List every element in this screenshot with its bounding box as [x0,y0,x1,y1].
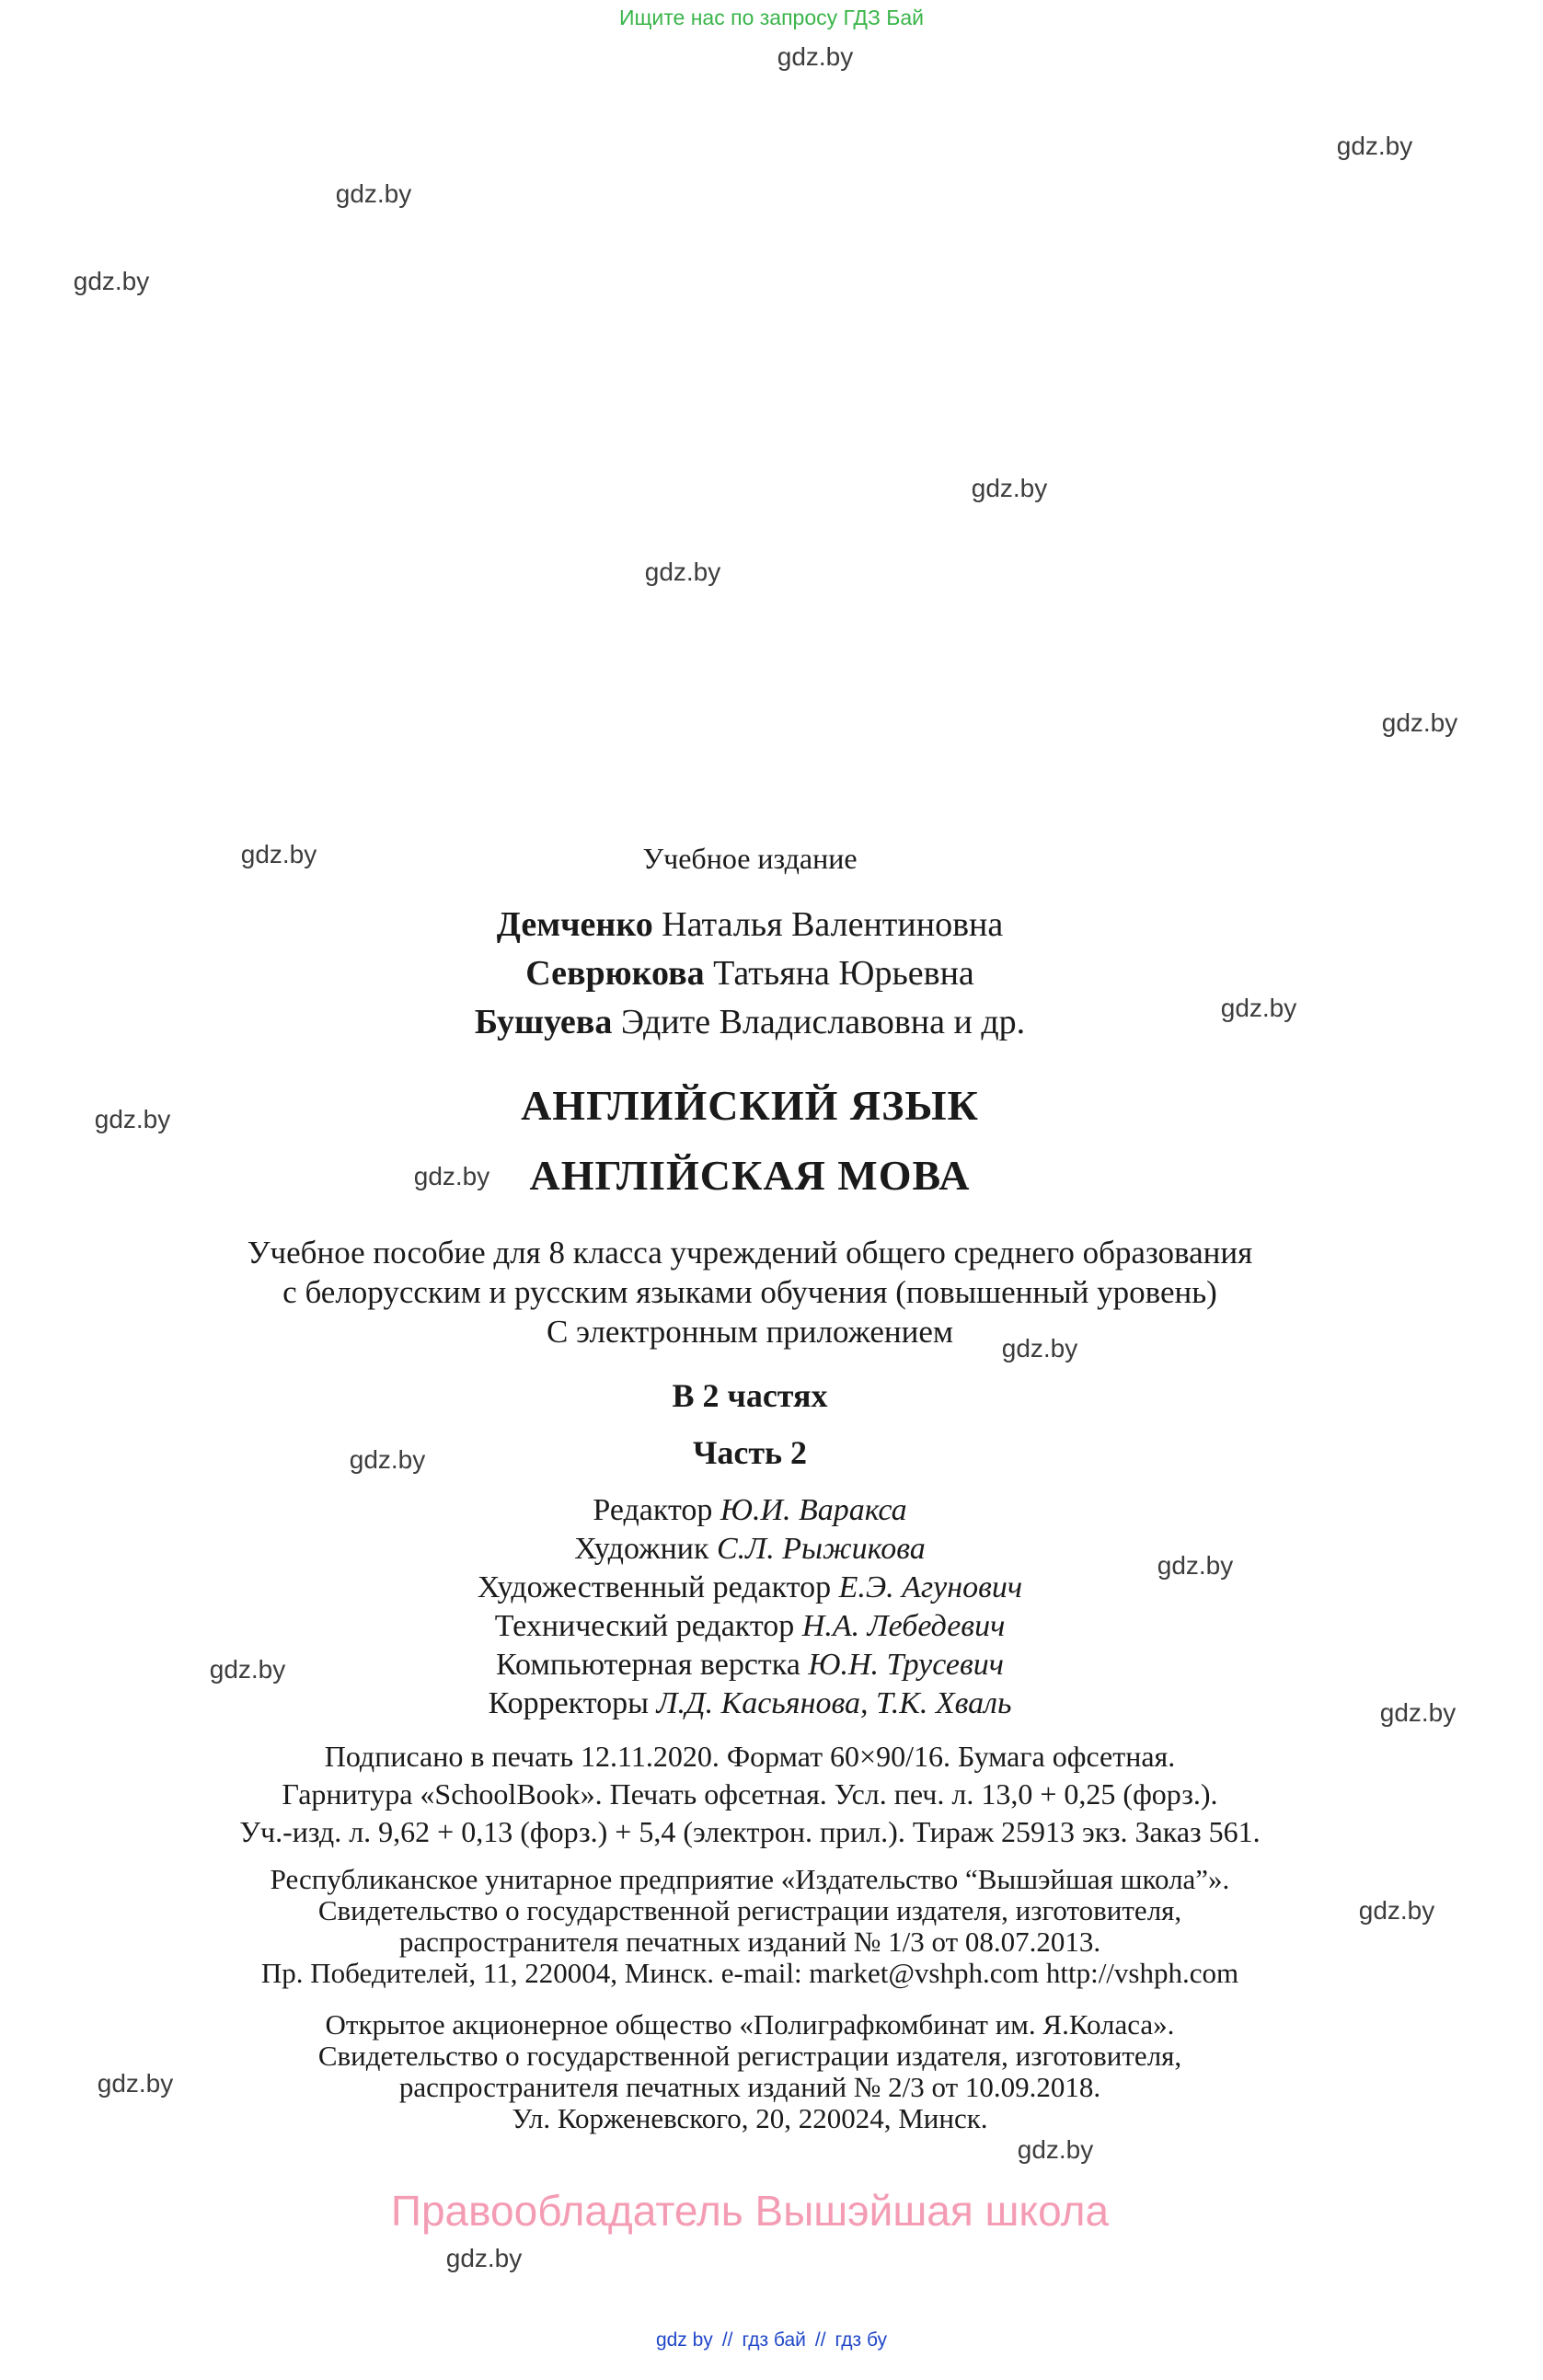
gdz-watermark: gdz.by [1336,132,1413,160]
author-given-names: Наталья Валентиновна [652,905,1004,944]
publisher-line: Республиканское унитарное предприятие «Издательство “Вышэйшая школа”». [270,1863,1230,1895]
print-info-line: Подписано в печать 12.11.2020. Формат 60×90/16. Бумага офсетная. [324,1740,1176,1773]
print-info-line: Гарнитура «SchoolBook». Печать офсетная. Усл. печ. л. 13,0 + 0,25 (форз.). [282,1777,1218,1811]
gdz-watermark: gdz.by [1358,1896,1435,1925]
promo-banner-text: Ищите нас по запросу ГДЗ Бай [618,6,925,29]
rights-holder-label: Правообладатель Вышэйшая школа [390,2187,1110,2235]
staff-line [55,1684,1445,1723]
subtitle-line: с белорусским и русским языками обучения (повышенный уровень) [282,1274,1217,1310]
gdz-watermark: gdz.by [1001,1334,1078,1362]
footer-link-gdz-by[interactable]: gdz by [655,2329,713,2351]
parts-count-label: В 2 частях [672,1377,828,1414]
gdz-watermark: gdz.by [1017,2135,1094,2164]
printer-line: Ул. Корженевского, 20, 220024, Минск. [512,2102,988,2134]
printer-block [55,2009,1445,2134]
footer-search-links [0,2329,1543,2351]
subtitle-line: Учебное пособие для 8 класса учреждений общего среднего образования [247,1235,1253,1270]
author-surname: Севрюкова [525,954,705,993]
staff-role: Компьютерная верстка [496,1648,809,1682]
staff-name: Е.Э. Агунович [838,1570,1023,1604]
staff-role: Технический редактор [494,1609,802,1643]
author-line [55,998,1445,1047]
footer-separator: // [721,2329,733,2351]
gdz-watermark: gdz.by [209,1655,286,1684]
publisher-line: Пр. Победителей, 11, 220004, Минск. e-mail: market@vshph.com http://vshph.com [260,1957,1239,1989]
staff-line [55,1569,1445,1607]
staff-role: Художник [574,1532,717,1566]
gdz-watermark: gdz.by [777,42,854,71]
gdz-watermark: gdz.by [971,474,1048,502]
subtitle-block [55,1233,1445,1351]
publisher-line: Свидетельство о государственной регистрации издателя, изготовителя, [317,1894,1182,1926]
author-surname: Бушуева [474,1003,613,1041]
gdz-watermark: gdz.by [94,1105,171,1133]
print-info-block [55,1738,1445,1851]
gdz-watermark: gdz.by [413,1162,490,1190]
book-title-belarusian: АНГЛІЙСКАЯ МОВА [529,1152,971,1199]
printer-line: Открытое акционерное общество «Полиграфкомбинат им. Я.Коласа». [325,2008,1175,2041]
staff-role: Корректоры [488,1686,657,1720]
authors-block [55,901,1445,1047]
staff-name: С.Л. Рыжикова [717,1532,926,1566]
publisher-block [55,1864,1445,1989]
edition-type-label: Учебное издание [642,842,858,875]
printer-line: распространителя печатных изданий № 2/3 от 10.09.2018. [398,2071,1101,2103]
publisher-line: распространителя печатных изданий № 1/3 от 08.07.2013. [398,1926,1101,1958]
staff-name: Ю.Н. Трусевич [808,1648,1004,1682]
subtitle-line: С электронным приложением [546,1314,954,1350]
printer-line: Свидетельство о государственной регистрации издателя, изготовителя, [317,2040,1182,2072]
author-surname: Демченко [496,905,653,944]
author-given-names: Татьяна Юрьевна [704,954,974,993]
author-line [55,901,1445,949]
author-given-names: Эдите Владиславовна и др. [612,1003,1026,1041]
gdz-watermark: gdz.by [1157,1551,1234,1580]
gdz-watermark: gdz.by [73,267,150,295]
gdz-watermark: gdz.by [445,2244,523,2272]
staff-role: Редактор [593,1493,720,1527]
gdz-watermark: gdz.by [349,1445,426,1474]
gdz-watermark: gdz.by [644,558,721,586]
gdz-watermark: gdz.by [1381,708,1458,737]
gdz-watermark: gdz.by [97,2069,174,2098]
print-info-line: Уч.-изд. л. 9,62 + 0,13 (форз.) + 5,4 (электрон. прил.). Тираж 25913 экз. Заказ 561. [239,1815,1261,1848]
staff-line [55,1530,1445,1569]
footer-link-gdz-bai[interactable]: гдз бай [742,2329,806,2351]
staff-name: Ю.И. Варакса [720,1493,907,1527]
part-number-label: Часть 2 [692,1434,808,1471]
staff-line [55,1607,1445,1646]
staff-name: Н.А. Лебедевич [801,1609,1006,1643]
gdz-watermark: gdz.by [240,840,317,868]
footer-link-gdz-bu[interactable]: гдз бу [835,2329,888,2351]
staff-block [55,1491,1445,1723]
staff-line [55,1646,1445,1684]
colophon-block [55,842,1445,2236]
footer-separator: // [814,2329,826,2351]
staff-role: Художественный редактор [477,1570,839,1604]
gdz-watermark: gdz.by [335,179,412,208]
gdz-watermark: gdz.by [1379,1698,1457,1727]
gdz-watermark: gdz.by [1220,994,1297,1022]
staff-name: Л.Д. Касьянова, Т.К. Хваль [656,1686,1012,1720]
author-line [55,949,1445,998]
staff-line [55,1491,1445,1530]
book-title-russian: АНГЛИЙСКИЙ ЯЗЫК [521,1082,979,1129]
